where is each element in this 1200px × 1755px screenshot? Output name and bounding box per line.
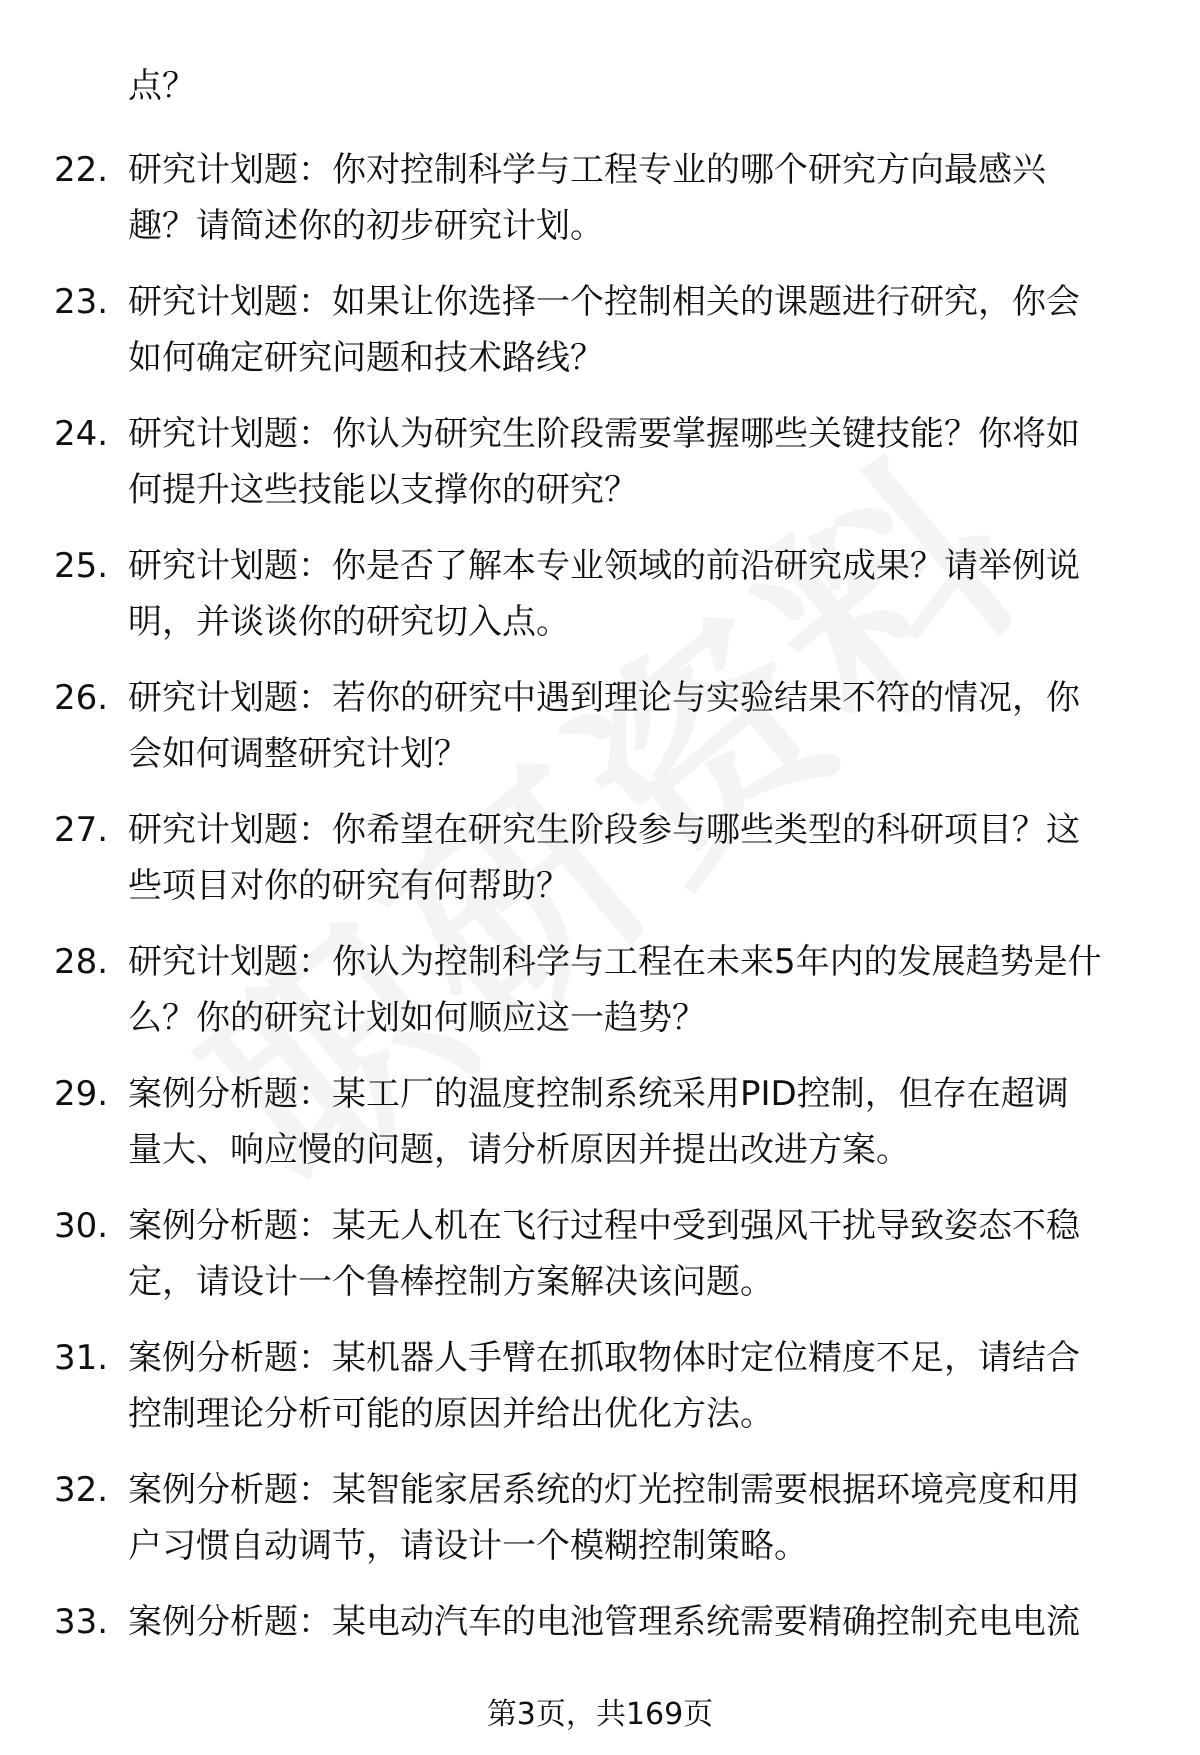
question-text-line: 研究计划题：你对控制科学与工程专业的哪个研究方向最感兴 (128, 150, 1046, 190)
question-number: 26. (54, 678, 109, 718)
question-text (128, 274, 1160, 386)
question-item (0, 934, 1200, 1066)
question-text (128, 142, 1160, 254)
question-text (128, 1066, 1160, 1178)
question-text (128, 1462, 1160, 1574)
question-number: 27. (54, 810, 109, 850)
question-text-line: 研究计划题：你希望在研究生阶段参与哪些类型的科研项目？这 (128, 810, 1080, 850)
question-item (0, 670, 1200, 802)
question-text-line: 些项目对你的研究有何帮助？ (128, 866, 570, 906)
question-text-line: 案例分析题：某无人机在飞行过程中受到强风干扰导致姿态不稳 (128, 1206, 1080, 1246)
question-text-line: 案例分析题：某机器人手臂在抓取物体时定位精度不足，请结合 (128, 1338, 1080, 1378)
question-text-line: 控制理论分析可能的原因并给出优化方法。 (128, 1394, 774, 1434)
question-item (0, 538, 1200, 670)
question-item (0, 1198, 1200, 1330)
page-footer: 第3页，共169页 (486, 1697, 714, 1732)
question-text-line: 明，并谈谈你的研究切入点。 (128, 602, 570, 642)
question-text (128, 802, 1160, 914)
question-text (128, 670, 1160, 782)
question-number: 31. (54, 1338, 109, 1378)
question-number: 30. (54, 1206, 109, 1246)
question-text-line: 户习惯自动调节，请设计一个模糊控制策略。 (128, 1526, 808, 1566)
question-text-line: 如何确定研究问题和技术路线？ (128, 338, 604, 378)
question-text-line: 趣？请简述你的初步研究计划。 (128, 206, 604, 246)
question-text-line: 何提升这些技能以支撑你的研究？ (128, 470, 638, 510)
question-item (0, 406, 1200, 538)
question-item (0, 1462, 1200, 1594)
question-text-line: 研究计划题：你是否了解本专业领域的前沿研究成果？请举例说 (128, 546, 1080, 586)
question-text-line: 案例分析题：某智能家居系统的灯光控制需要根据环境亮度和用 (128, 1470, 1080, 1510)
question-list (0, 142, 1200, 1726)
question-number: 32. (54, 1470, 109, 1510)
question-text-line: 会如何调整研究计划？ (128, 734, 468, 774)
question-text-line: 研究计划题：若你的研究中遇到理论与实验结果不符的情况，你 (128, 678, 1080, 718)
question-item (0, 802, 1200, 934)
question-item (0, 142, 1200, 274)
question-text-line: 研究计划题：如果让你选择一个控制相关的课题进行研究，你会 (128, 282, 1080, 322)
question-text-line: 案例分析题：某电动汽车的电池管理系统需要精确控制充电电流 (128, 1602, 1080, 1642)
question-text (128, 1198, 1160, 1310)
question-number: 23. (54, 282, 109, 322)
question-text (128, 1330, 1160, 1442)
question-text (128, 538, 1160, 650)
question-text-line: 研究计划题：你认为研究生阶段需要掌握哪些关键技能？你将如 (128, 414, 1080, 454)
question-number: 25. (54, 546, 109, 586)
question-number: 33. (54, 1602, 109, 1642)
question-number: 22. (54, 150, 109, 190)
question-item (0, 1330, 1200, 1462)
question-text (128, 934, 1160, 1046)
question-number: 28. (54, 942, 109, 982)
question-item (0, 1066, 1200, 1198)
question-text (128, 406, 1160, 518)
question-text-line: 定，请设计一个鲁棒控制方案解决该问题。 (128, 1262, 774, 1302)
continuation-text: 点？ (128, 66, 196, 106)
question-text-line: 量大、响应慢的问题，请分析原因并提出改进方案。 (128, 1130, 910, 1170)
question-text-line: 么？你的研究计划如何顺应这一趋势？ (128, 998, 706, 1038)
question-number: 24. (54, 414, 109, 454)
question-text (128, 1594, 1160, 1650)
question-item (0, 274, 1200, 406)
question-number: 29. (54, 1074, 109, 1114)
question-text-line: 案例分析题：某工厂的温度控制系统采用PID控制，但存在超调 (128, 1074, 1069, 1114)
question-text-line: 研究计划题：你认为控制科学与工程在未来5年内的发展趋势是什 (128, 942, 1102, 982)
